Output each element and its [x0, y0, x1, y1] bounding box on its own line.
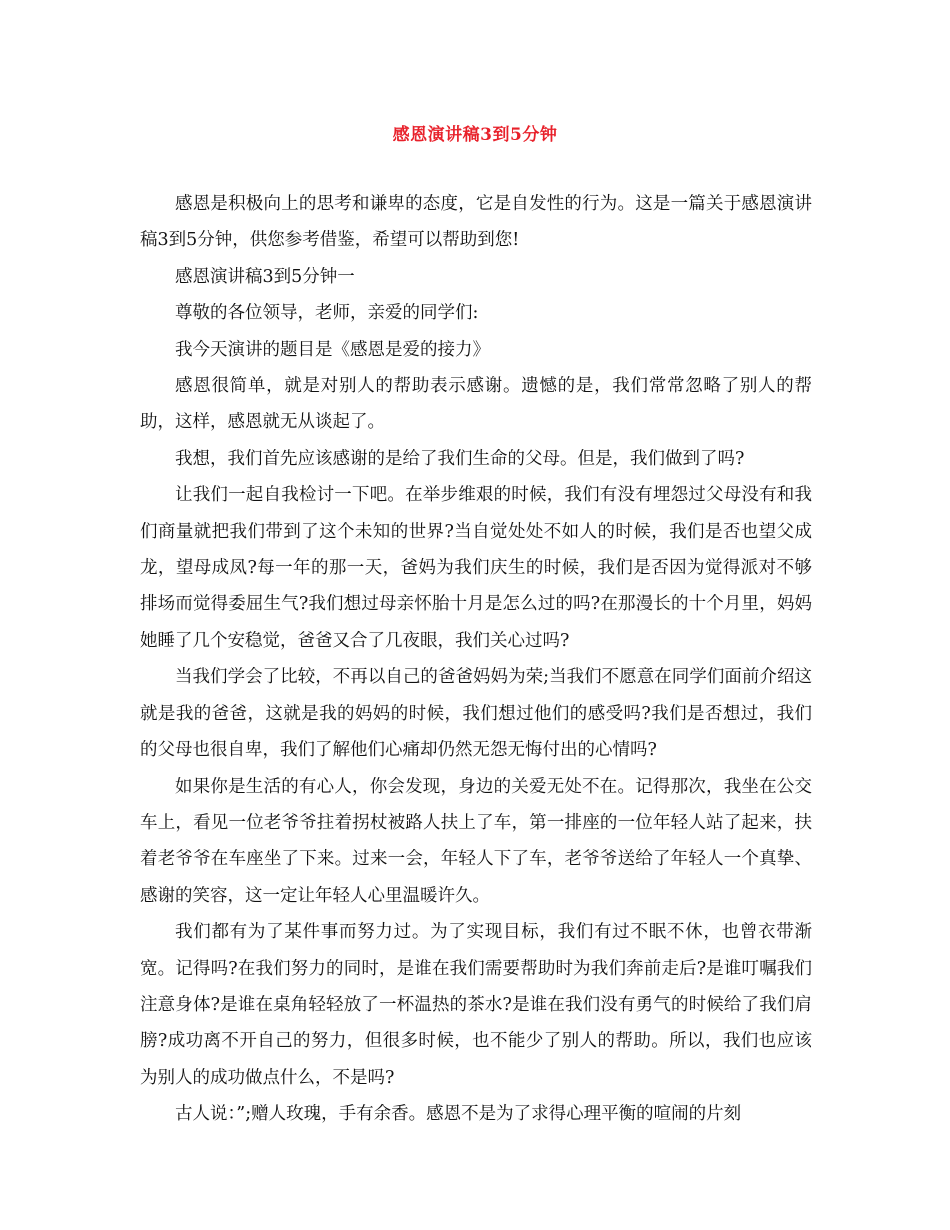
paragraph-speech-topic: 我今天演讲的题目是《感恩是爱的接力》 — [175, 339, 490, 360]
document-body — [140, 186, 812, 1133]
paragraph: 当我们学会了比较，不再以自己的爸爸妈妈为荣;当我们不愿意在同学们面前介绍这就是我的爸爸，这就是我的妈妈的时候，我们想过他们的感受吗?我们是否想过，我们的父母也很自卑，我们了解他们心痛却仍然无怨无悔付出的心情吗? — [140, 667, 812, 761]
paragraph-salutation: 尊敬的各位领导，老师，亲爱的同学们: — [175, 303, 479, 324]
paragraph: 我们都有为了某件事而努力过。为了实现目标，我们有过不眠不休，也曾衣带渐宽。记得吗?在我们努力的同时，是谁在我们需要帮助时为我们奔前走后?是谁叮嘱我们注意身体?是谁在桌角轻轻放了一杯温热的茶水?是谁在我们没有勇气的时候给了我们肩膀?成功离不开自己的努力，但很多时候，也不能少了别人的帮助。所以，我们也应该为别人的成功做点什么，不是吗? — [140, 922, 812, 1088]
paragraph-intro: 感恩是积极向上的思考和谦卑的态度，它是自发性的行为。这是一篇关于感恩演讲稿3到5分钟，供您参考借鉴，希望可以帮助到您! — [140, 194, 812, 251]
paragraph: 古人说：”;赠人玫瑰，手有余香。感恩不是为了求得心理平衡的喧闹的片刻 — [175, 1104, 742, 1125]
paragraph-section-heading: 感恩演讲稿3到5分钟一 — [175, 266, 355, 287]
paragraph: 让我们一起自我检讨一下吧。在举步维艰的时候，我们有没有埋怨过父母没有和我们商量就把我们带到了这个未知的世界?当自觉处处不如人的时候，我们是否也望父成龙，望母成凤?每一年的那一天，爸妈为我们庆生的时候，我们是否因为觉得派对不够排场而觉得委屈生气?我们想过母亲怀胎十月是怎么过的吗?在那漫长的十个月里，妈妈她睡了几个安稳觉，爸爸又合了几夜眼，我们关心过吗? — [140, 485, 812, 651]
paragraph: 如果你是生活的有心人，你会发现，身边的关爱无处不在。记得那次，我坐在公交车上，看见一位老爷爷拄着拐杖被路人扶上了车，第一排座的一位年轻人站了起来，扶着老爷爷在车座坐了下来。过来一会，年轻人下了车，老爷爷送给了年轻人一个真挚、感谢的笑容，这一定让年轻人心里温暖许久。 — [140, 776, 812, 906]
page-title: 感恩演讲稿3到5分钟 — [392, 125, 558, 145]
paragraph: 感恩很简单，就是对别人的帮助表示感谢。遗憾的是，我们常常忽略了别人的帮助，这样，感恩就无从谈起了。 — [140, 376, 812, 433]
paragraph: 我想，我们首先应该感谢的是给了我们生命的父母。但是，我们做到了吗? — [175, 448, 745, 469]
